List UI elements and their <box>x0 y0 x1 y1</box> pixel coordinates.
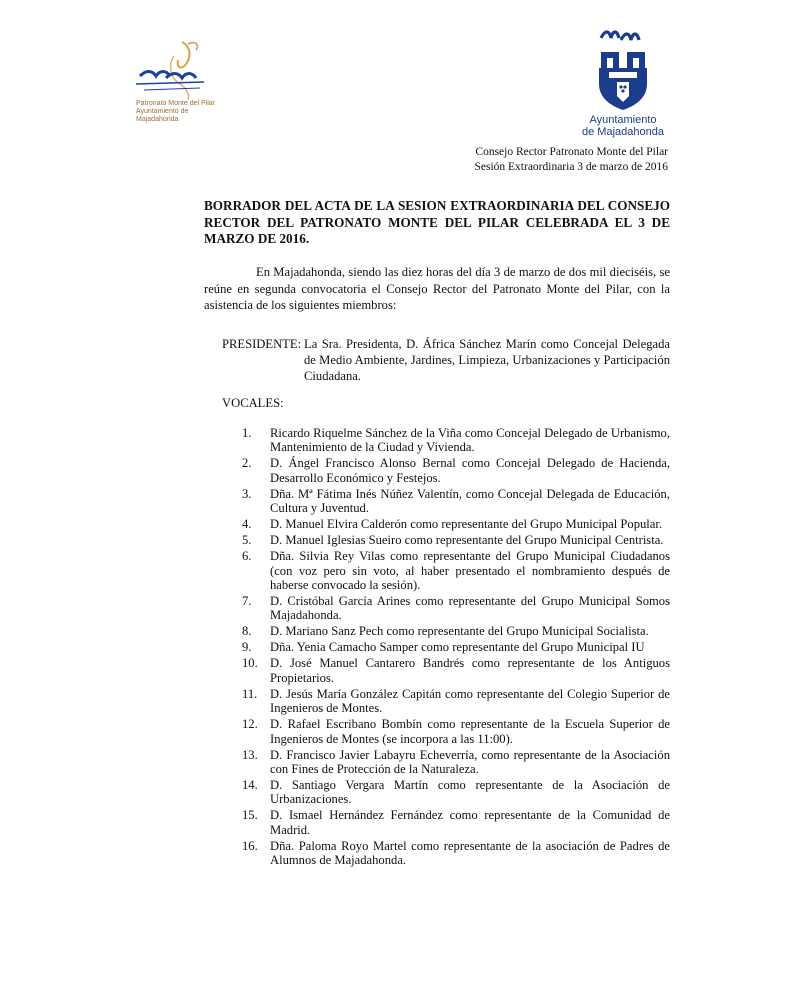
list-item <box>222 656 670 685</box>
logo-left-caption-2: Ayuntamiento de Majadahonda <box>136 108 189 123</box>
ayuntamiento-crest-icon <box>595 28 651 112</box>
member-number: 4. <box>242 517 252 532</box>
logo-right-line-1: Ayuntamiento <box>589 114 657 126</box>
patronato-logo <box>130 38 230 124</box>
member-number: 3. <box>242 486 252 501</box>
member-number: 1. <box>242 426 252 440</box>
list-item <box>222 594 670 623</box>
member-text: D. Jesús María González Capitán como representante del Colegio Superior de Ingenieros de Montes. <box>270 686 670 716</box>
member-text: D. Mariano Sanz Pech como representante del Grupo Municipal Socialista. <box>270 624 649 639</box>
document-header <box>474 145 668 175</box>
member-number: 5. <box>242 533 252 548</box>
vocales-label: VOCALES: <box>222 396 284 410</box>
member-number: 16. <box>242 838 258 853</box>
member-text: Dña. Silvia Rey Vilas como representante del Grupo Municipal Ciudadanos (con voz pero sin voto, al haber presentado el nombramiento después de haberse convocado la sesión). <box>270 549 670 593</box>
member-text: Ricardo Riquelme Sánchez de la Viña como Concejal Delegado de Urbanismo, Mantenimiento de la Ciudad y Vivienda. <box>270 426 670 455</box>
header-line-2: Sesión Extraordinaria 3 de marzo de 2016 <box>474 161 668 173</box>
ayuntamiento-logo <box>578 28 668 140</box>
member-number: 13. <box>242 747 258 762</box>
member-number: 9. <box>242 640 252 655</box>
member-text: D. Francisco Javier Labayru Echeverría, como representante de la Asociación con Fines de Protección de la Naturaleza. <box>270 747 670 777</box>
member-text: Dña. Paloma Royo Martel como representante de la asociación de Padres de Alumnos de Majadahonda. <box>270 838 670 868</box>
list-item <box>222 426 670 455</box>
member-number: 10. <box>242 656 258 671</box>
list-item <box>222 778 670 807</box>
member-number: 7. <box>242 594 252 609</box>
intro-paragraph <box>204 264 670 314</box>
member-number: 6. <box>242 549 252 564</box>
member-number: 2. <box>242 456 252 471</box>
member-text: Dña. Mª Fátima Inés Núñez Valentín, como Concejal Delegada de Educación, Cultura y Juventud. <box>270 486 670 516</box>
presidente-text: La Sra. Presidenta, D. África Sánchez Marín como Concejal Delegada de Medio Ambiente, Jardines, Limpieza, Urbanizaciones y Participación Ciudadana. <box>304 337 670 383</box>
list-item <box>222 487 670 516</box>
member-number: 12. <box>242 717 258 732</box>
logo-left-caption-1: Patronato Monte del Pilar <box>136 100 215 107</box>
member-number: 11. <box>242 686 258 701</box>
presidente-label: PRESIDENTE: <box>222 337 302 351</box>
member-number: 8. <box>242 624 252 639</box>
member-text: Dña. Yenia Camacho Samper como representante del Grupo Municipal IU <box>270 640 645 655</box>
intro-text: En Majadahonda, siendo las diez horas del día 3 de marzo de dos mil dieciséis, se reúne en segunda convocatoria el Consejo Rector del Patronato Monte del Pilar, con la asistencia de los siguientes miembros: <box>204 265 670 312</box>
member-text: D. Santiago Vergara Martín como representante de la Asociación de Urbanizaciones. <box>270 778 670 807</box>
list-item <box>222 839 670 868</box>
member-number: 15. <box>242 808 258 823</box>
list-item <box>222 640 670 654</box>
list-item <box>222 808 670 837</box>
list-item <box>222 748 670 777</box>
member-number: 14. <box>242 778 258 793</box>
list-item <box>222 533 670 547</box>
list-item <box>222 717 670 746</box>
members-list <box>222 426 670 869</box>
member-text: D. José Manuel Cantarero Bandrés como representante de los Antiguos Propietarios. <box>270 656 670 685</box>
list-item <box>222 456 670 485</box>
member-text: D. Rafael Escribano Bombín como representante de la Escuela Superior de Ingenieros de Montes (se incorpora a las 11:00). <box>270 717 670 746</box>
member-text: D. Ismael Hernández Fernández como representante de la Comunidad de Madrid. <box>270 808 670 837</box>
list-item <box>222 687 670 716</box>
list-item <box>222 624 670 638</box>
member-text: D. Ángel Francisco Alonso Bernal como Concejal Delegado de Hacienda, Desarrollo Económico y Festejos. <box>270 456 670 485</box>
document-title: BORRADOR DEL ACTA DE LA SESION EXTRAORDINARIA DEL CONSEJO RECTOR DEL PATRONATO MONTE DEL PILAR CELEBRADA EL 3 DE MARZO DE 2016. <box>204 198 670 246</box>
list-item <box>222 549 670 592</box>
header-line-1: Consejo Rector Patronato Monte del Pilar <box>475 146 668 158</box>
member-text: D. Manuel Elvira Calderón como representante del Grupo Municipal Popular. <box>270 517 663 532</box>
list-item <box>222 517 670 531</box>
patronato-emblem-icon <box>130 38 230 100</box>
member-text: D. Cristóbal García Arines como representante del Grupo Municipal Somos Majadahonda. <box>270 594 670 623</box>
logo-right-line-2: de Majadahonda <box>582 126 664 138</box>
member-text: D. Manuel Iglesias Sueiro como representante del Grupo Municipal Centrista. <box>270 533 664 548</box>
